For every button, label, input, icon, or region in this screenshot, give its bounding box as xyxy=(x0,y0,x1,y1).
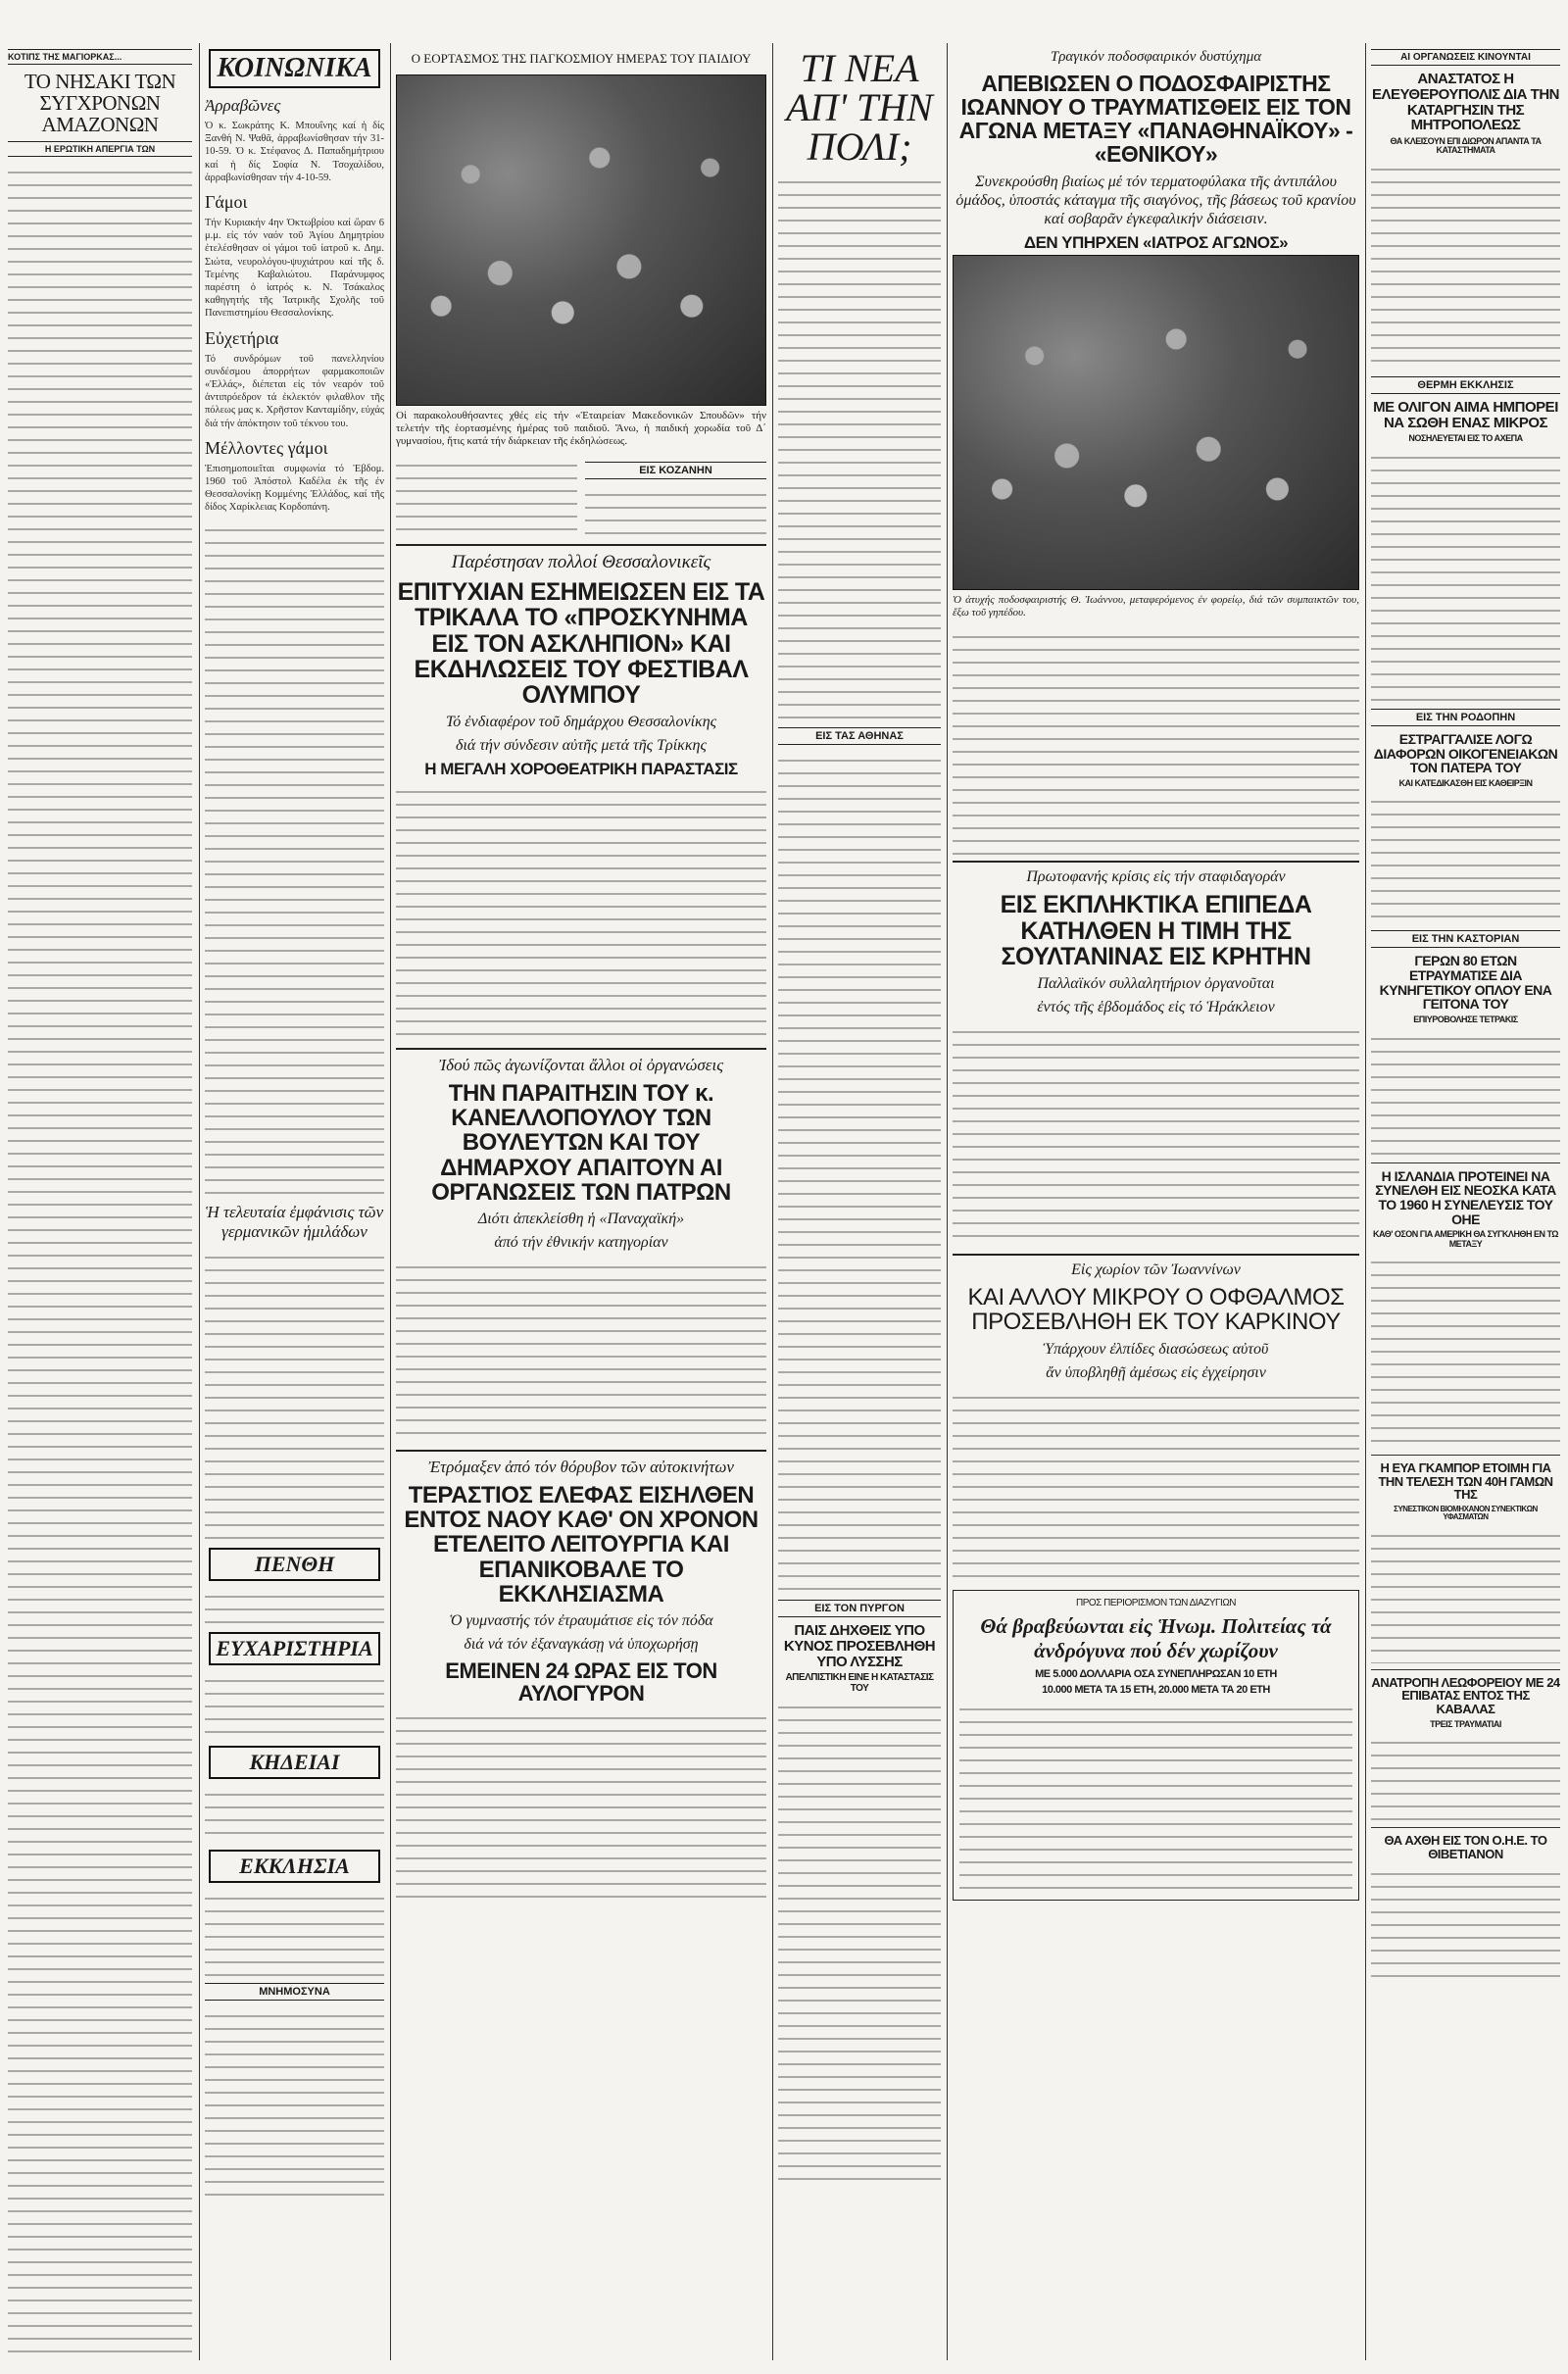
column-rule xyxy=(1365,43,1366,2360)
article-body xyxy=(205,1889,384,1977)
kicker-trikala: Παρέστησαν πολλοί Θεσσαλονικεῖς xyxy=(451,552,711,572)
column-rule xyxy=(772,43,773,2360)
article-body xyxy=(1371,1733,1560,1821)
deck-football: Συνεκρούσθη βιαίως μέ τόν τερματοφύλακα τῆς ἀντιπάλου ὁμάδος, ὑποστάς κάταγμα τῆς σιαγόνος, τῆς βάσεως τοῦ κρανίου καί σοβαρᾶν ἐγκεφαλικήν διάσεισιν. xyxy=(956,173,1356,227)
football-photo-caption: Ὁ ἀτυχής ποδοσφαιριστής Θ. Ἰωάννου, μεταφερόμενος ἐν φορείῳ, διά τῶν συμπαικτῶν του, ἔξω τοῦ γηπέδου. xyxy=(953,594,1359,619)
sub-pyrgos: ΑΠΕΛΠΙΣΤΙΚΗ ΕΙΝΕ Η ΚΑΤΑΣΤΑΣΙΣ ΤΟΥ xyxy=(785,1672,934,1694)
headline-elephant: ΤΕΡΑΣΤΙΟΣ ΕΛΕΦΑΣ ΕΙΣΗΛΘΕΝ ΕΝΤΟΣ ΝΑΟΥ ΚΑΘ' ΟΝ ΧΡΟΝΟΝ ΕΤΕΛΕΙΤΟ ΛΕΙΤΟΥΡΓΙΑ ΚΑΙ ΕΠΑΝΙΚΟΒΑΛΕ ΤΟ ΕΚΚΛΗΣΙΑΣΜΑ xyxy=(404,1482,759,1607)
article-body xyxy=(778,1698,941,2188)
kicker-raisin: Πρωτοφανής κρίσις εἰς τήν σταφιδαγοράν xyxy=(1026,868,1286,886)
headline-istanbul: ΤΙ ΝΕΑ ΑΠ' ΤΗΝ ΠΟΛΙ; xyxy=(786,46,933,169)
box-headline: Θά βραβεύωνται εἰς Ἡνωμ. Πολιτείας τά ἀνδρόγυνα πού δέν χωρίζουν xyxy=(980,1614,1332,1663)
kozani-label: ΕΙΣ ΚΟΖΑΝΗΝ xyxy=(585,462,766,479)
article-body xyxy=(1371,160,1560,371)
headline-eleftheroupolis: ΑΝΑΣΤΑΤΟΣ Η ΕΛΕΥΘΕΡΟΥΠΟΛΙΣ ΔΙΑ ΤΗΝ ΚΑΤΑΡΓΗΣΙΝ ΤΗΣ ΜΗΤΡΟΠΟΛΕΩΣ xyxy=(1371,71,1560,134)
church-banner: ΕΚΚΛΗΣΙΑ xyxy=(209,1850,380,1883)
section-title: Ἀρραβῶνες xyxy=(205,96,281,115)
divider xyxy=(396,1048,766,1050)
article-body xyxy=(953,1022,1359,1248)
divider xyxy=(1371,1162,1560,1163)
article-body xyxy=(959,1700,1352,1896)
sub-cancer-2: ἄν ὑποβληθῇ ἀμέσως εἰς ἐγχείρησιν xyxy=(1046,1363,1266,1381)
divider xyxy=(953,861,1359,863)
section-text: Ὁ κ. Σωκράτης Κ. Μπουΐνης καί ἡ δίς Ξανθή Ν. Ψαθᾶ, ἀρραβωνίσθησαν τήν 31-10-59. Ὁ κ. Στέφανος Δ. Παπαδημήτριου καί ἡ δίς Σοφία Ν. Τσοχαλίδου, ἀρραβωνίσθησαν τήν 4-10-59. xyxy=(205,121,384,183)
headline-strangled: ΕΣΤΡΑΓΓΑΛΙΣΕ ΛΟΓΩ ΔΙΑΦΟΡΩΝ ΟΙΚΟΓΕΝΕΙΑΚΩΝ ΤΟΝ ΠΑΤΕΡΑ ΤΟΥ xyxy=(1373,730,1558,776)
social-section-1 xyxy=(205,192,384,321)
article-body xyxy=(205,1785,384,1844)
section-title: Γάμοι xyxy=(205,192,248,213)
photo-caption: Οἱ παρακολουθήσαντες χθές εἰς τήν «Ἑταιρείαν Μακεδονικῶν Σπουδῶν» τήν τελετήν τῆς ἑορτασμένης ἡμέρας τοῦ παιδιοῦ. Ἄνω, ἡ παιδική χορωδία τοῦ Δ΄ γυμνασίου, ἥτις κατά τήν διάρκειαν τῆς ἐκδηλώσεως. xyxy=(396,410,766,447)
kicker-patras: Ἰδού πῶς ἀγωνίζονται ἄλλοι οἱ ὀργανώσεις xyxy=(438,1056,724,1075)
sub-football: ΔΕΝ ΥΠΗΡΧΕΝ «ΙΑΤΡΟΣ ΑΓΩΝΟΣ» xyxy=(1023,232,1289,252)
article-body xyxy=(953,1388,1359,1584)
headline-elephant-2: ΕΜΕΙΝΕΝ 24 ΩΡΑΣ ΕΙΣ ΤΟΝ ΑΥΛΟΓΥΡΟΝ xyxy=(445,1657,717,1706)
article-body xyxy=(205,1587,384,1626)
sub-cancer-1: Ὑπάρχουν ἐλπίδες διασώσεως αὐτοῦ xyxy=(1043,1340,1269,1358)
sub-trikala-3: Η ΜΕΓΑΛΗ ΧΟΡΟΘΕΑΤΡΙΚΗ ΠΑΡΑΣΤΑΣΙΣ xyxy=(424,760,738,779)
divider xyxy=(953,1254,1359,1256)
kicker-football: Τραγικόν ποδοσφαιρικόν δυστύχημα xyxy=(1050,49,1262,65)
pyrgos-label: ΕΙΣ ΤΟΝ ΠΥΡΓΟΝ xyxy=(778,1600,941,1617)
headline-bus: ΑΝΑΤΡΟΠΗ ΛΕΩΦΟΡΕΙΟΥ ΜΕ 24 ΕΠΙΒΑΤΑΣ ΕΝΤΟΣ ΤΗΣ ΚΑΒΑΛΑΣ xyxy=(1371,1674,1560,1717)
divider xyxy=(1371,1669,1560,1670)
sub-blood: ΝΟΣΗΛΕΥΕΤΑΙ ΕΙΣ ΤΟ ΑΧΕΠΑ xyxy=(1408,433,1523,444)
column-3 xyxy=(396,43,766,2360)
label-organizations: ΑΙ ΟΡΓΑΝΩΣΕΙΣ ΚΙΝΟΥΝΤΑΙ xyxy=(1371,49,1560,66)
sub-trikala-1: Τό ἐνδιαφέρον τοῦ δημάρχου Θεσσαλονίκης xyxy=(445,714,717,731)
sub-iceland: ΚΑΘ' ΟΣΟΝ ΓΙΑ ΑΜΕΡΙΚΗ ΘΑ ΣΥΓΚΛΗΘΗ ΕΝ ΤΩ ΜΕΤΑΞΥ xyxy=(1372,1229,1558,1249)
sub-patras-2: ἀπό τήν ἐθνικήν κατηγορίαν xyxy=(494,1234,668,1252)
article-body xyxy=(396,1258,766,1444)
sub-raisin-1: Παλλαϊκόν συλλαλητήριον ὀργανοῦται xyxy=(1037,975,1275,993)
headline-patras: ΤΗΝ ΠΑΡΑΙΤΗΣΙΝ ΤΟΥ κ. ΚΑΝΕΛΛΟΠΟΥΛΟΥ ΤΩΝ ΒΟΥΛΕΥΤΩΝ ΚΑΙ ΤΟΥ ΔΗΜΑΡΧΟΥ ΑΠΑΙΤΟΥΝ ΑΙ ΟΡΓΑΝΩΣΕΙΣ ΤΩΝ ΠΑΤΡΩΝ xyxy=(431,1080,731,1206)
photo-title: Ο ΕΟΡΤΑΣΜΟΣ ΤΗΣ ΠΑΓΚΟΣΜΙΟΥ ΗΜΕΡΑΣ ΤΟΥ ΠΑΙΔΙΟΥ xyxy=(411,51,752,66)
athens-label: ΕΙΣ ΤΑΣ ΑΘΗΝΑΣ xyxy=(778,727,941,745)
kicker-elephant: Ἐτρόμαξεν ἀπό τόν θόρυβον τῶν αὐτοκινήτων xyxy=(428,1458,734,1477)
divider xyxy=(396,544,766,546)
column-4 xyxy=(778,43,941,2360)
sub-shooting: ΕΠΙΥΡΟΒΟΛΗΣΕ ΤΕΤΡΑΚΙΣ xyxy=(1413,1014,1518,1025)
article-body xyxy=(205,1671,384,1740)
football-photo xyxy=(953,255,1359,590)
article-body xyxy=(1371,1526,1560,1663)
article-body xyxy=(205,2006,384,2202)
label-rodopi: ΕΙΣ ΤΗΝ ΡΟΔΟΠΗΝ xyxy=(1371,709,1560,726)
article-body xyxy=(1371,1253,1560,1449)
headline-shooting: ΓΕΡΩΝ 80 ΕΤΩΝ ΕΤΡΑΥΜΑΤΙΣΕ ΔΙΑ ΚΥΝΗΓΕΤΙΚΟΥ ΟΠΛΟΥ ΕΝΑ ΓΕΙΤΟΝΑ ΤΟΥ xyxy=(1379,953,1552,1013)
divider xyxy=(396,1450,766,1452)
headline-tibet: ΘΑ ΑΧΘΗ ΕΙΣ ΤΟΝ Ο.Η.Ε. ΤΟ ΘΙΒΕΤΙΑΝΟΝ xyxy=(1384,1833,1547,1861)
section-title: Μέλλοντες γάμοι xyxy=(205,437,328,458)
memorial-label: ΜΝΗΜΟΣΥΝΑ xyxy=(205,1983,384,2001)
article-body xyxy=(205,1248,384,1542)
row-kozani xyxy=(396,456,766,538)
sub-gabor: ΣΥΝΕΣΤΙΚΟΝ ΒΙΟΜΗΧΑΝΟΝ ΣΥΝΕΚΤΙΚΩΝ ΥΦΑΣΜΑΤΩΝ xyxy=(1394,1505,1538,1522)
thanks-banner: ΕΥΧΑΡΙΣΤΗΡΙΑ xyxy=(209,1632,380,1665)
article-body xyxy=(396,456,577,538)
social-section-0 xyxy=(205,96,384,184)
divider xyxy=(1371,1455,1560,1456)
article-body xyxy=(953,627,1359,855)
sub-raisin-2: ἐντός τῆς ἑβδομάδος εἰς τό Ἡράκλειον xyxy=(1037,999,1275,1016)
label-thermi: ΘΕΡΜΗ ΕΚΚΛΗΣΙΣ xyxy=(1371,376,1560,394)
kicker-ioannina: Εἰς χωρίον τῶν Ἰωαννίνων xyxy=(1071,1261,1241,1279)
column-1 xyxy=(8,43,192,2360)
column-rule xyxy=(947,43,948,2360)
divider xyxy=(1371,1827,1560,1828)
article-body xyxy=(396,1708,766,1904)
column-5 xyxy=(953,43,1359,2360)
social-section-2 xyxy=(205,328,384,430)
sub-elephant-2: διά νά τόν ἐξαναγκάσῃ νά ὑποχωρήσῃ xyxy=(464,1635,699,1653)
sub-bus: ΤΡΕΙΣ ΤΡΑΥΜΑΤΙΑΙ xyxy=(1430,1718,1501,1729)
headline-raisin: ΕΙΣ ΕΚΠΛΗΚΤΙΚΑ ΕΠΙΠΕΔΑ ΚΑΤΗΛΘΕΝ Η ΤΙΜΗ ΤΗΣ ΣΟΥΛΤΑΝΙΝΑΣ ΕΙΣ ΚΡΗΤΗΝ xyxy=(1000,891,1312,970)
social-banner: ΚΟΙΝΩΝΙΚΑ xyxy=(209,49,380,88)
article-body xyxy=(778,751,941,1594)
sub-trikala-2: διά τήν σύνδεσιν αὐτῆς μετά τῆς Τρίκκης xyxy=(456,737,707,755)
section-text: Ἐπισημοποιεῖται συμφωνία τό Ἑβδομ. 1960 τοῦ Ἀπόστολ Καδέλα ἐκ τῆς ἐν Θεσσαλονίκῃ Κομμένης Ἑλλάδος, καί τῆς δίδος Χαρίκλειας Κορδοπάνη. xyxy=(205,463,384,514)
social-section-3 xyxy=(205,438,384,515)
column-rule xyxy=(199,43,200,2360)
article-body xyxy=(205,520,384,1197)
headline-pyrgos: ΠΑΙΣ ΔΗΧΘΕΙΣ ΥΠΟ ΚΥΝΟΣ ΠΡΟΣΕΒΛΗΘΗ ΥΠΟ ΛΥΣΣΗΣ xyxy=(783,1622,936,1670)
box-kicker: ΠΡΟΣ ΠΕΡΙΟΡΙΣΜΟΝ ΤΩΝ ΔΙΑΖΥΓΙΩΝ xyxy=(1075,1597,1237,1608)
sub-patras-1: Διότι ἀπεκλείσθη ἡ «Παναχαϊκή» xyxy=(477,1211,685,1228)
headline-gabor: Η ΕΥΑ ΓΚΑΜΠΟΡ ΕΤΟΙΜΗ ΓΙΑ ΤΗΝ ΤΕΛΕΣΗ ΤΩΝ 40Η ΓΑΜΩΝ ΤΗΣ xyxy=(1378,1460,1553,1503)
article-body xyxy=(1371,1029,1560,1157)
section-title: Εὐχετήρια xyxy=(205,327,279,348)
headline-football: ΑΠΕΒΙΩΣΕΝ Ο ΠΟΔΟΣΦΑΙΡΙΣΤΗΣ ΙΩΑΝΝΟΥ Ο ΤΡΑΥΜΑΤΙΣΘΕΙΣ ΕΙΣ ΤΟΝ ΑΓΩΝΑ ΜΕΤΑΞΥ «ΠΑΝΑΘΗΝΑΪΚΟΥ» - «ΕΘΝΙΚΟΥ» xyxy=(958,71,1353,168)
kicker-label: ΚΟΤΙΠΣ ΤΗΣ ΜΑΓΙΟΡΚΑΣ... xyxy=(8,49,192,65)
box-funeral-title: Ἡ τελευταία ἐμφάνισις τῶν γερμανικῶν ἡμιλάδων xyxy=(205,1202,384,1241)
box-sub-2: 10.000 ΜΕΤΑ ΤΑ 15 ΕΤΗ, 20.000 ΜΕΤΑ ΤΑ 20 ΕΤΗ xyxy=(1042,1683,1270,1696)
column-6 xyxy=(1371,43,1560,2360)
article-body xyxy=(1371,448,1560,703)
article-body xyxy=(1371,1864,1560,1982)
article-body xyxy=(8,163,192,2360)
article-body xyxy=(778,173,941,721)
funeral-banner: ΚΗΔΕΙΑΙ xyxy=(209,1746,380,1779)
column-rule xyxy=(390,43,391,2360)
sub-elephant-1: Ὁ γυμναστής τόν ἐτραυμάτισε εἰς τόν πόδα xyxy=(449,1611,713,1629)
section-text: Τό συνδρόμων τοῦ πανελληνίου συνδέσμου ἀπορρήτων φαρμακοποιῶν «Ἑλλάς», διέπεται εἰς τόν νεαρόν τοῦ ἀντιπρόεδρον τά ἐκλεκτόν φιλαθλον τῆς πόλεως μας κ. Χρῆστον Κανταμίδην, εὐχάς διά τήν ἀπόκτησιν τοῦ τέκνου του. xyxy=(205,353,384,429)
headline-cancer: ΚΑΙ ΑΛΛΟΥ ΜΙΚΡΟΥ Ο ΟΦΘΑΛΜΟΣ ΠΡΟΣΕΒΛΗΘΗ ΕΚ ΤΟΥ ΚΑΡΚΙΝΟΥ xyxy=(967,1284,1345,1336)
children-day-photo xyxy=(396,74,766,406)
subhead-strike: Η ΕΡΩΤΙΚΗ ΑΠΕΡΓΙΑ ΤΩΝ xyxy=(8,141,192,157)
sub-eleftheroupolis: ΘΑ ΚΛΕΙΣΟΥΝ ΕΠΙ ΔΙΩΡΟΝ ΑΠΑΝΤΑ ΤΑ ΚΑΤΑΣΤΗΜΑΤΑ xyxy=(1390,136,1542,156)
headline-iceland: Η ΙΣΛΑΝΔΙΑ ΠΡΟΤΕΙΝΕΙ ΝΑ ΣΥΝΕΛΘΗ ΕΙΣ ΝΕΟΣΚΑ ΚΑΤΑ ΤΟ 1960 Η ΣΥΝΕΛΕΥΣΙΣ ΤΟΥ ΟΗΕ xyxy=(1375,1167,1556,1227)
label-kastoria: ΕΙΣ ΤΗΝ ΚΑΣΤΟΡΙΑΝ xyxy=(1371,930,1560,948)
sub-strangled: ΚΑΙ ΚΑΤΕΔΙΚΑΣΘΗ ΕΙΣ ΚΑΘΕΙΡΞΙΝ xyxy=(1398,777,1533,788)
headline-blood: ΜΕ ΟΛΙΓΟΝ ΑΙΜΑ ΗΜΠΟΡΕΙ ΝΑ ΣΩΘΗ ΕΝΑΣ ΜΙΚΡΟΣ xyxy=(1373,398,1558,431)
kozani-block xyxy=(585,456,766,538)
section-text: Τήν Κυριακήν 4ην Ὀκτωβρίου καί ὥραν 6 μ.μ. εἰς τόν ναόν τοῦ Ἁγίου Δημητρίου ἐτελέσθησαν οἱ γάμοι τοῦ ἰατροῦ κ. Δημ. Σιώτα, νευρολόγου-ψυχιάτρου καί τῆς δ. Τεμένης Καβαλιώτου. Παράνυμφος παρέστη ὁ ἰατρός κ. Ν. Τσάκαλος καθηγητής τῆς Ἰατρικῆς Σχολῆς τοῦ Πανεπιστημίου Θεσσαλονίκης. xyxy=(205,218,384,320)
headline-trikala: ΕΠΙΤΥΧΙΑΝ ΕΣΗΜΕΙΩΣΕΝ ΕΙΣ ΤΑ ΤΡΙΚΑΛΑ ΤΟ «ΠΡΟΣΚΥΝΗΜΑ ΕΙΣ ΤΟΝ ΑΣΚΛΗΠΙΟΝ» ΚΑΙ ΕΚΔΗΛΩΣΕΙΣ ΤΟΥ ΦΕΣΤΙΒΑΛ ΟΛΥΜΠΟΥ xyxy=(397,578,765,709)
box-sub-1: ΜΕ 5.000 ΔΟΛΛΑΡΙΑ ΟΣΑ ΣΥΝΕΠΛΗΡΩΣΑΝ 10 ΕΤΗ xyxy=(1035,1668,1277,1681)
article-body xyxy=(396,782,766,1042)
divorce-box xyxy=(953,1590,1359,1902)
article-body xyxy=(1371,792,1560,924)
column-2 xyxy=(205,43,384,2360)
headline-amazons: ΤΟ ΝΗΣΑΚΙ ΤΩΝ ΣΥΓΧΡΟΝΩΝ ΑΜΑΖΟΝΩΝ xyxy=(24,70,176,137)
mourning-banner: ΠΕΝΘΗ xyxy=(209,1548,380,1581)
